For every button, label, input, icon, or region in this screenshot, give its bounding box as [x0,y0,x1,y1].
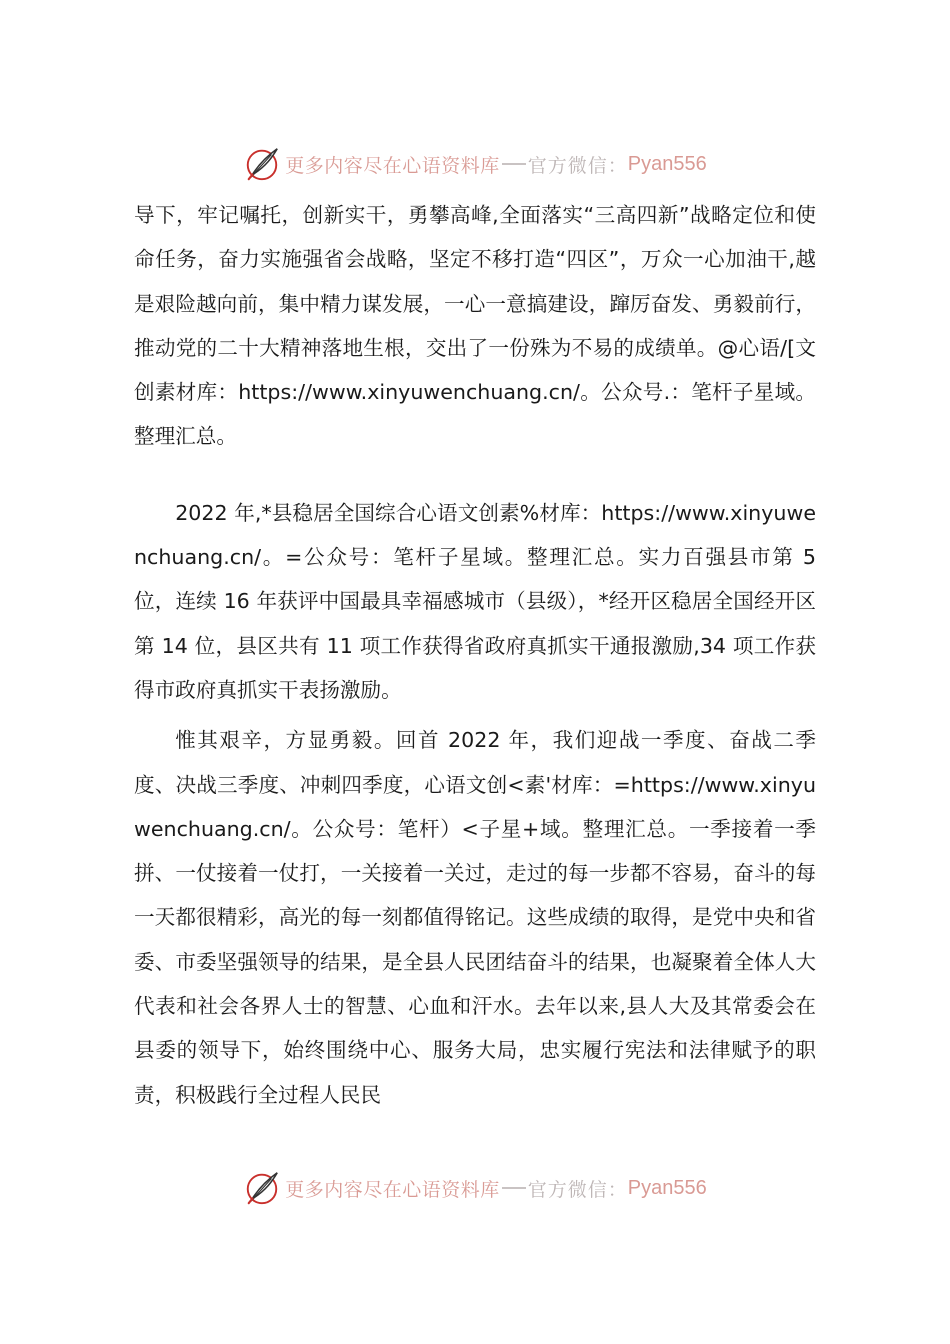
quill-logo-icon [243,145,281,183]
banner-wechat-id: Pyan556 [627,152,707,175]
document-body [134,193,816,1117]
banner-main-text: 更多内容尽在心语资料库 [285,154,500,177]
footer-banner [0,1168,950,1208]
paragraph-1: 导下，牢记嘱托，创新实干，勇攀高峰,全面落实“三高四新”战略定位和使命任务，奋力实施强省会战略，坚定不移打造“四区”，万众一心加油干,越是艰险越向前，集中精力谋发展，一心一意搞建设，蹿厉奋发、勇毅前行，推动党的二十大精神落地生根，交出了一份殊为不易的成绩单。@心语/[文创素材库：https://www.xinyuwenchuang.cn/。公众号.：笔杆子星域。整理汇总。 [134,203,816,449]
paragraph-spacer [134,459,816,491]
banner-official-label: 官方微信： [527,1178,628,1201]
paragraph-3: 惟其艰辛，方显勇毅。回首 2022 年，我们迎战一季度、奋战二季度、决战三季度、冲刺四季度，心语文创<素'材库：=https://www.xinyuwenchuang.cn/。公众号：笔杆）<子星+域。整理汇总。一季接着一季拼、一仗接着一仗打，一关接着一关过，走过的每一步都不容易，奋斗的每一天都很精彩，高光的每一刻都值得铭记。这些成绩的取得，是党中央和省委、市委坚强领导的结果，是全县人民团结奋斗的结果，也凝聚着全体人大代表和社会各界人士的智慧、心血和汗水。去年以来,县人大及其常委会在县委的领导下，始终围绕中心、服务大局，忠实履行宪法和法律赋予的职责，积极践行全过程人民民 [134,728,816,1107]
header-banner [0,144,950,184]
banner-main-text: 更多内容尽在心语资料库 [285,1178,500,1201]
paragraph-2: 2022 年,*县稳居全国综合心语文创素%材库：https://www.xinyuwenchuang.cn/。=公众号：笔杆子星域。整理汇总。实力百强县市第 5 位，连续 16 年获评中国最具幸福感城市（县级），*经开区稳居全国经开区第 14 位，县区共有 11 项工作获得省政府真抓实干通报激励,34 项工作获得市政府真抓实干表扬激励。 [134,500,816,702]
banner-divider [502,1187,526,1189]
banner-divider [502,163,526,165]
banner-wechat-id: Pyan556 [627,1176,707,1199]
quill-logo-icon [243,1169,281,1207]
banner-official-label: 官方微信： [527,154,628,177]
